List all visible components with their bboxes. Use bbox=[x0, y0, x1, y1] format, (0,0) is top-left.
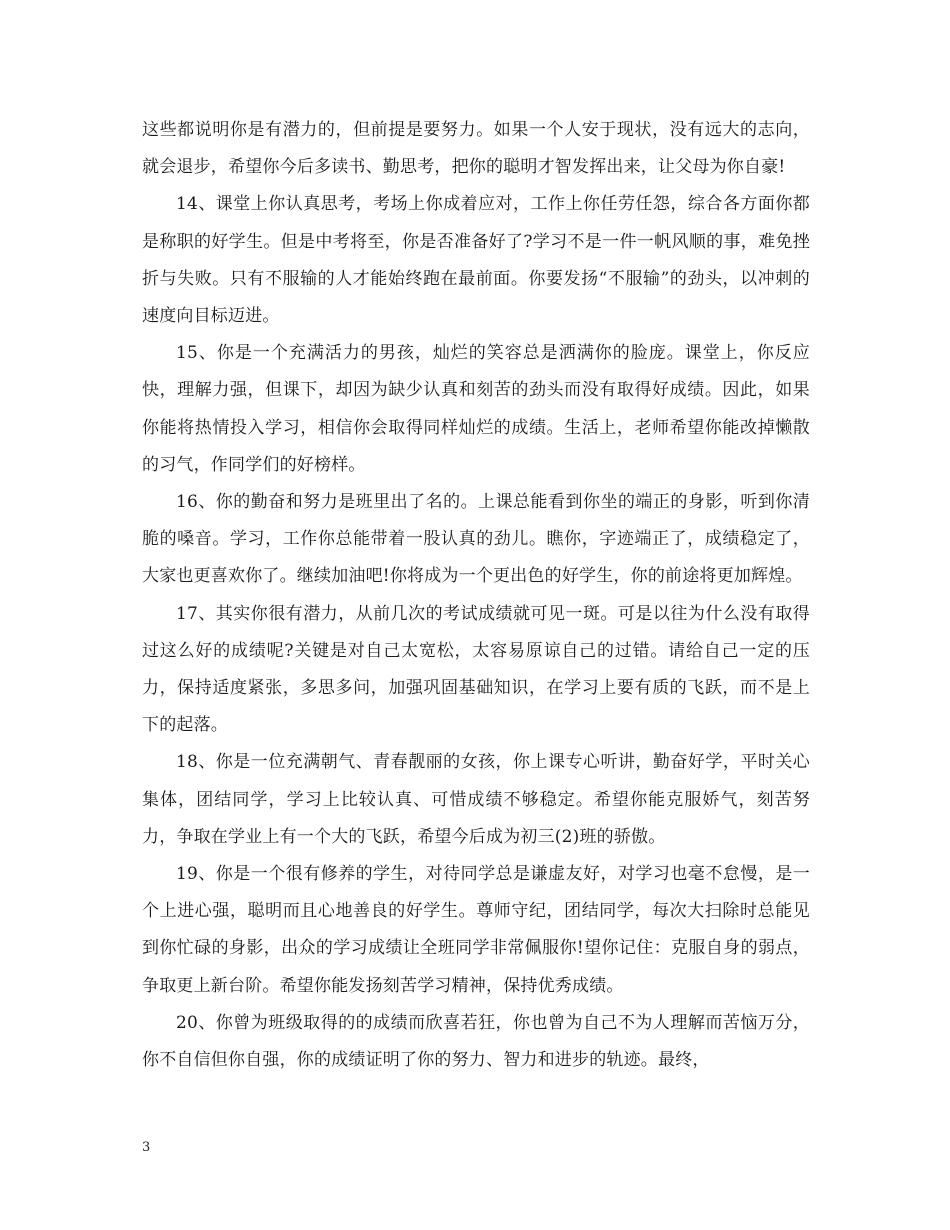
paragraph-14: 14、课堂上你认真思考，考场上你成着应对，工作上你任劳任怨，综合各方面你都是称职的好学生。但是中考将至，你是否准备好了?学习不是一件一帆风顺的事，难免挫折与失败。只有不服输的人才能始终跑在最前面。你要发扬“不服输”的劲头，以冲刺的速度向目标迈进。 bbox=[142, 194, 810, 327]
paragraph-16: 16、你的勤奋和努力是班里出了名的。上课总能看到你坐的端正的身影，听到你清脆的嗓音。学习，工作你总能带着一股认真的劲儿。瞧你，字迹端正了，成绩稳定了，大家也更喜欢你了。继续加油吧!你将成为一个更出色的好学生，你的前途将更加辉煌。 bbox=[142, 492, 810, 587]
paragraph-15: 15、你是一个充满活力的男孩，灿烂的笑容总是洒满你的脸庞。课堂上，你反应快，理解力强，但课下，却因为缺少认真和刻苦的劲头而没有取得好成绩。因此，如果你能将热情投入学习，相信你会取得同样灿烂的成绩。生活上，老师希望你能改掉懒散的习气，作同学们的好榜样。 bbox=[142, 343, 810, 475]
paragraph-17: 17、其实你很有潜力，从前几次的考试成绩就可见一斑。可是以往为什么没有取得过这么好的成绩呢?关键是对自己太宽松，太容易原谅自己的过错。请给自己一定的压力，保持适度紧张，多思多问，加强巩固基础知识，在学习上要有质的飞跃，而不是上下的起落。 bbox=[142, 603, 810, 736]
paragraph-18: 18、你是一位充满朝气、青春靓丽的女孩，你上课专心听讲，勤奋好学，平时关心集体，团结同学，学习上比较认真、可惜成绩不够稳定。希望你能克服娇气，刻苦努力，争取在学业上有一个大的飞跃，希望今后成为初三(2)班的骄傲。 bbox=[142, 752, 810, 847]
page-number: 3 bbox=[142, 1140, 151, 1155]
paragraph-20: 20、你曾为班级取得的的成绩而欣喜若狂，你也曾为自己不为人理解而苦恼万分，你不自信但你自强，你的成绩证明了你的努力、智力和进步的轨迹。最终， bbox=[142, 1012, 810, 1071]
document-body bbox=[142, 112, 810, 1079]
paragraph-continuation: 这些都说明你是有潜力的，但前提是要努力。如果一个人安于现状，没有远大的志向，就会退步，希望你今后多读书、勤思考，把你的聪明才智发挥出来，让父母为你自豪! bbox=[142, 120, 810, 178]
paragraph-19: 19、你是一个很有修养的学生，对待同学总是谦虚友好，对学习也毫不怠慢，是一个上进心强，聪明而且心地善良的好学生。尊师守纪，团结同学，每次大扫除时总能见到你忙碌的身影，出众的学习成绩让全班同学非常佩服你!望你记住：克服自身的弱点，争取更上新台阶。希望你能发扬刻苦学习精神，保持优秀成绩。 bbox=[142, 864, 810, 996]
